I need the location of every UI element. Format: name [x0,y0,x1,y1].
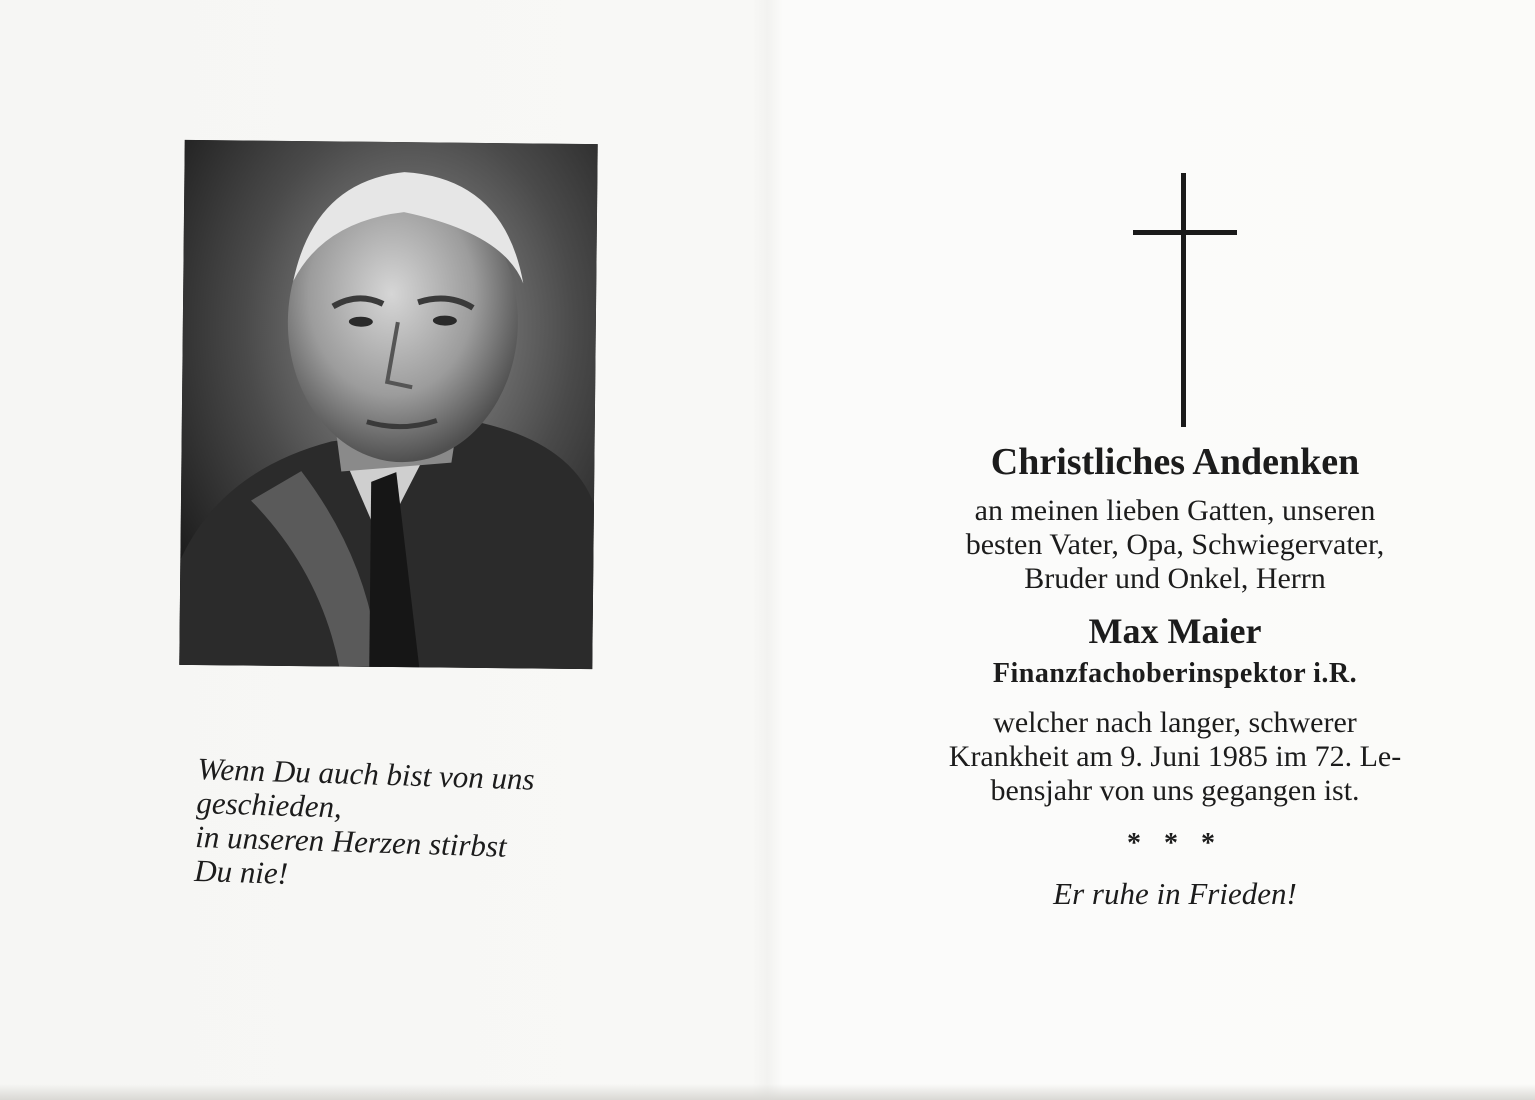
death-notice [880,706,1470,808]
intro-line: an meinen lieben Gatten, unseren [974,494,1376,527]
verse-line: Wenn Du auch bist von uns [196,751,536,797]
death-line: bensjahr von uns gegangen ist. [990,774,1360,807]
portrait-photo [179,140,597,669]
intro-line: Bruder und Onkel, Herrn [1024,562,1326,595]
verse [194,752,638,902]
death-line: Krankheit am 9. Juni 1985 im 72. Le- [948,740,1402,773]
cross-horizontal-bar [1133,230,1237,235]
memorial-intro [880,494,1470,596]
separator-stars: * * * [1127,828,1223,859]
deceased-name: Max Maier [1088,611,1262,651]
card-edge-shadow [0,1084,1535,1100]
verse-line: in unseren Herzen stirbst [194,818,508,864]
intro-line: besten Vater, Opa, Schwiegervater, [965,528,1385,561]
memorial-title: Christliches Andenken [990,441,1360,483]
verse-line: geschieden, [195,784,343,825]
deceased-title: Finanzfachoberinspektor i.R. [992,658,1358,689]
death-line: welcher nach langer, schwerer [993,706,1357,739]
closing-blessing: Er ruhe in Frieden! [1053,876,1297,911]
cross-vertical-bar [1181,173,1186,427]
verse-line: Du nie! [193,852,289,891]
